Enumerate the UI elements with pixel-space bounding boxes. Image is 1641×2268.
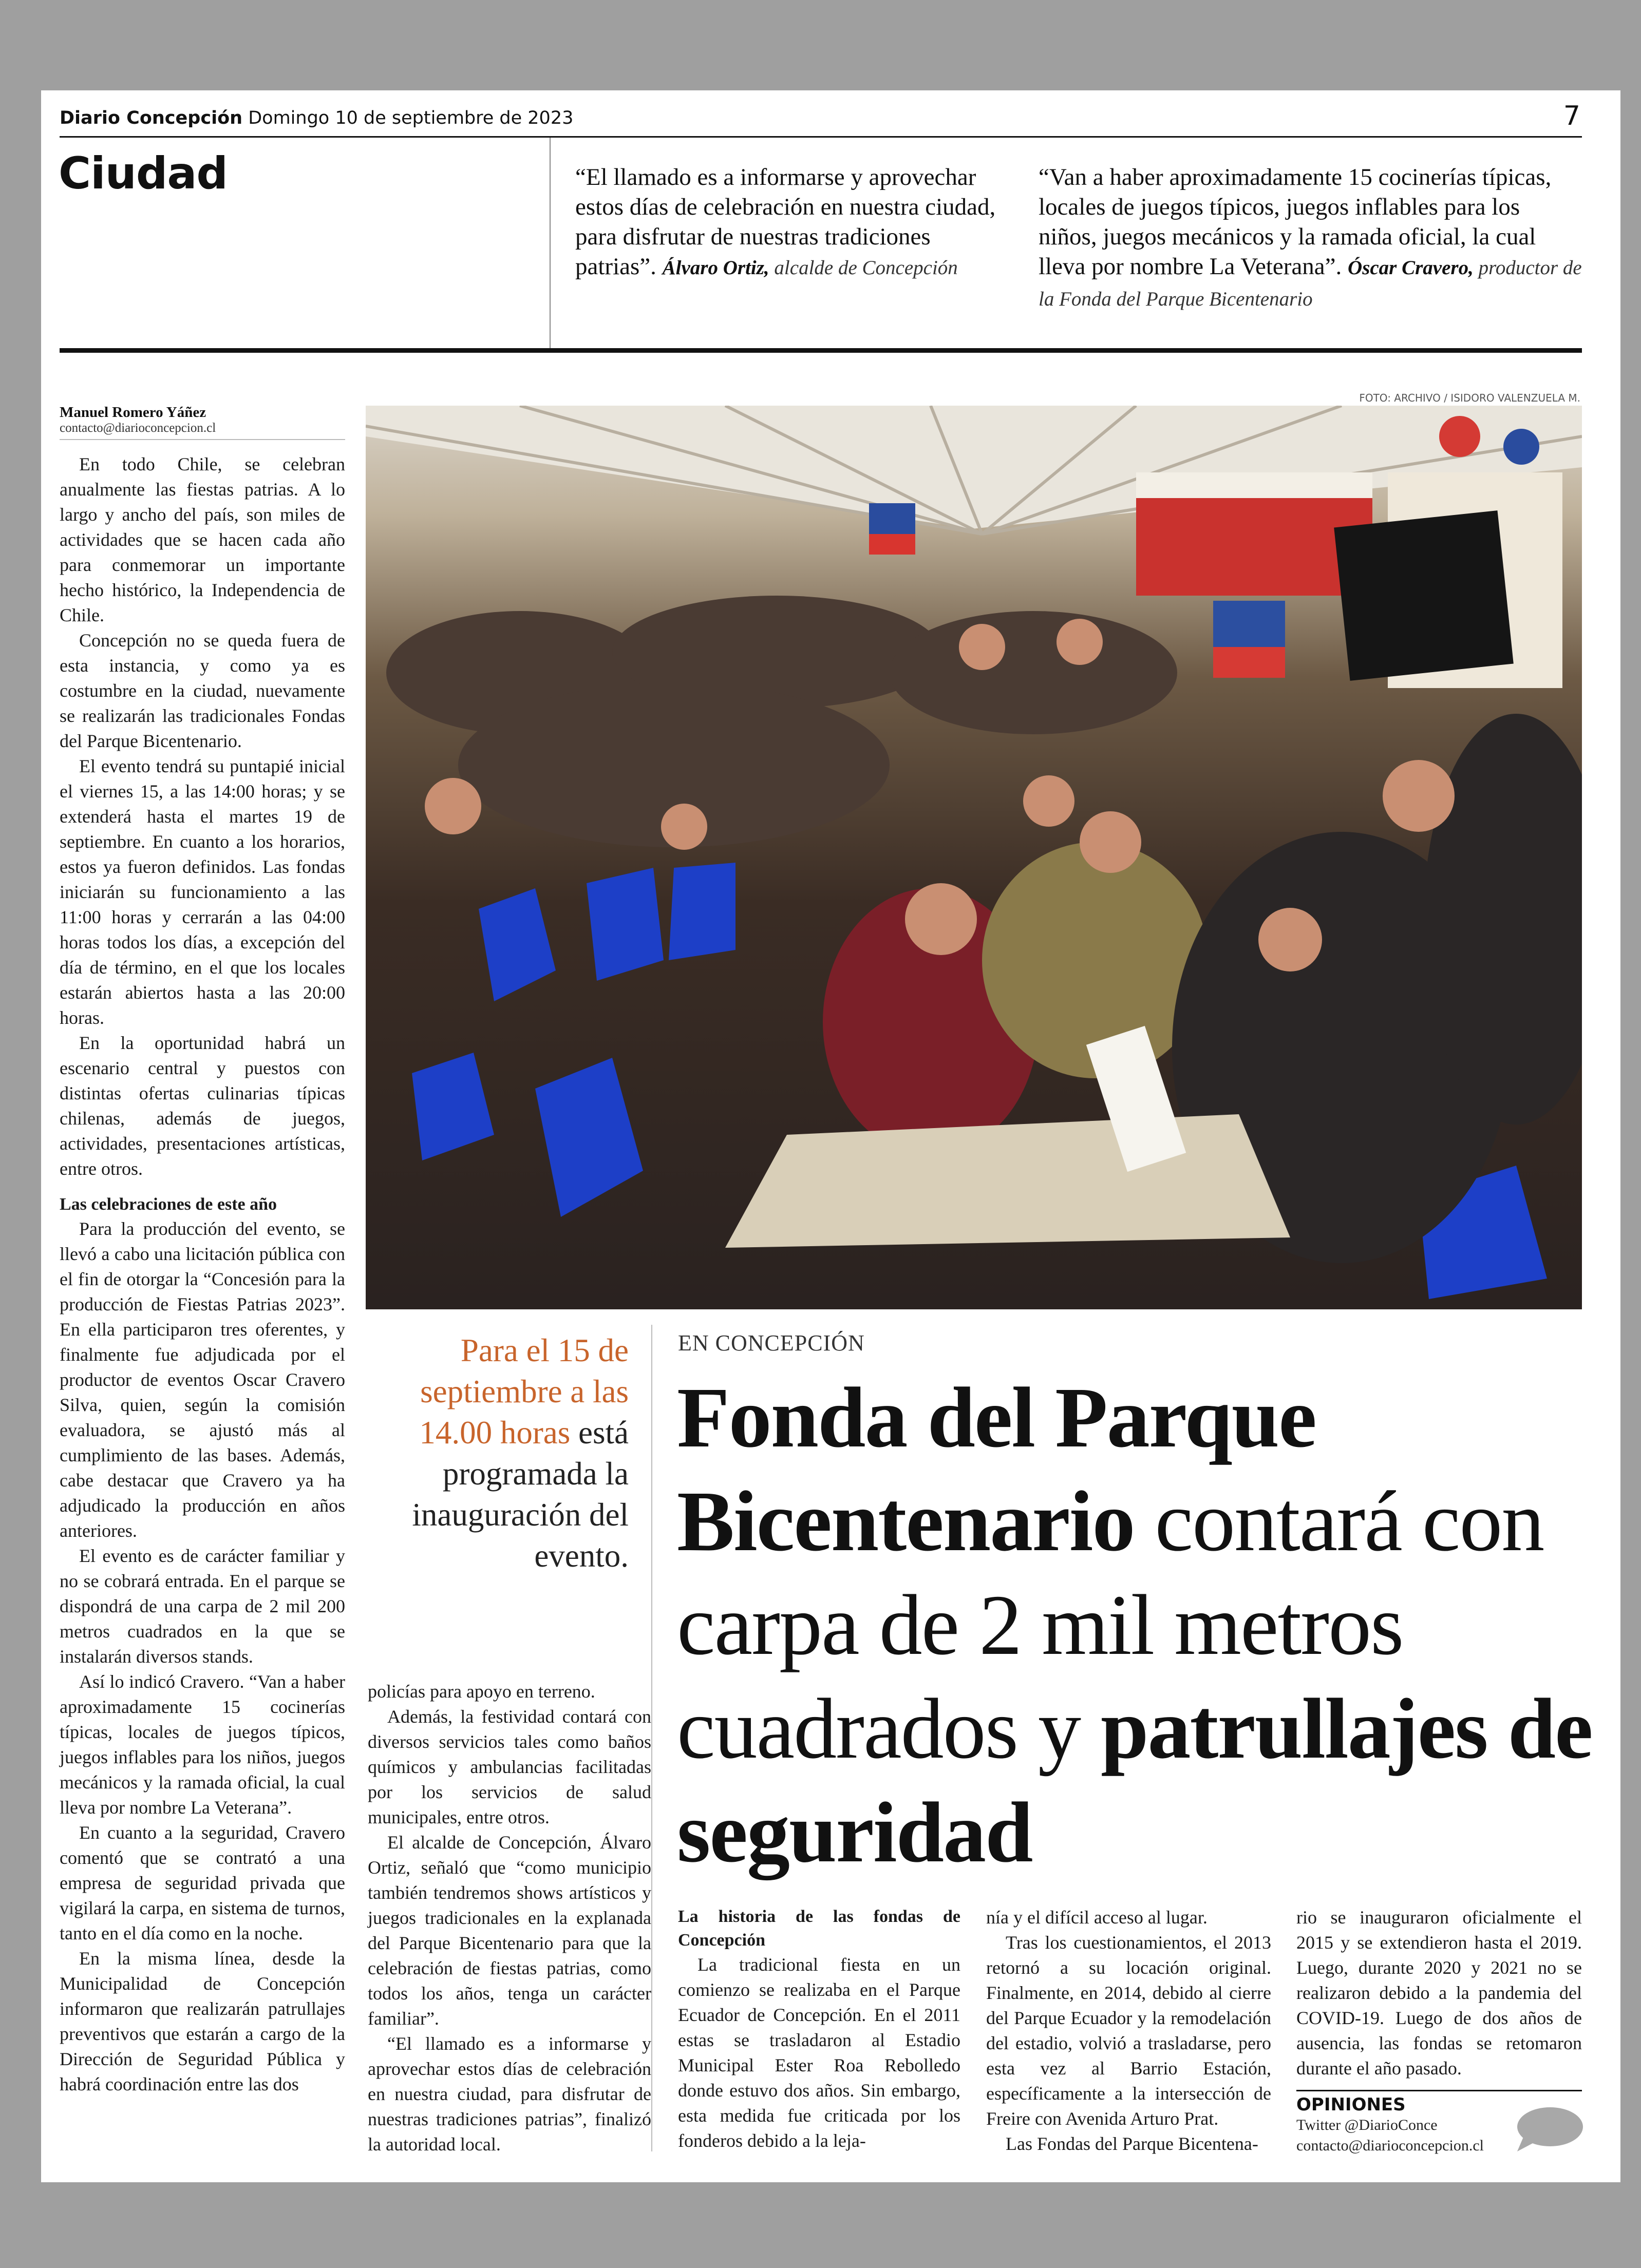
quote-speaker: Álvaro Ortiz, (662, 257, 769, 279)
header-top-rule (60, 136, 1582, 138)
speech-bubble-icon (1512, 2105, 1584, 2152)
paragraph: Concepción no se queda fuera de esta instancia, y como ya es costumbre en la ciudad, nuevamente se realizarán las tradicionales Fondas del Parque Bicentenario. (60, 630, 345, 751)
pull-quote-rest: está programada la inauguración del evento. (412, 1415, 629, 1574)
opinions-title: OPINIONES (1296, 2090, 1582, 2115)
paragraph: Tras los cuestionamientos, el 2013 retornó a su locación original. Finalmente, en 2014, debido al cierre del Parque Ecuador y la remodelación del estadio, volvió a trasladarse, pero esta vez al Barrio Estación, específicamente a la intersección de Freire con Avenida Arturo Prat. (986, 1932, 1271, 2129)
photo-credit: FOTO: ARCHIVO / ISIDORO VALENZUELA M. (1359, 392, 1580, 404)
headline-bold-1: Fonda del Parque Bicentenario (677, 1370, 1316, 1569)
paragraph: La tradicional fiesta en un comienzo se realizaba en el Parque Ecuador de Concepción. En el 2011 estas se trasladaron al Estadio Municipal Ester Roa Rebolledo donde estuvo dos años. Sin embargo, esta medida fue criticada por los fonderos debido a la leja- (678, 1954, 960, 2151)
paragraph: Así lo indicó Cravero. “Van a haber aproximadamente 15 cocinerías típicas, locales de juegos típicos, juegos inflables para los niños, juegos mecánicos y la ramada oficial, la cual lleva por nombre La Veterana”. (60, 1671, 345, 1818)
headline-bold-2: patrullajes de seguridad (677, 1681, 1592, 1880)
article-column-3 (678, 1905, 960, 2153)
paragraph: Además, la festividad contará con diversos servicios tales como baños químicos y ambulancias facilitadas por los servicios de salud municipales, entre otros. (368, 1706, 651, 1827)
article-column-4 (986, 1905, 1271, 2157)
paragraph: Las Fondas del Parque Bicentena- (1006, 2133, 1258, 2154)
article-headline (677, 1366, 1596, 1884)
column-divider (651, 1325, 652, 2151)
byline-rule (60, 439, 345, 440)
quote-text: “Van a haber aproximadamente 15 cocinerías típicas, locales de juegos típicos, juegos inflables para los niños, juegos mecánicos y la ramada oficial, la cual lleva por nombre La Veterana”. (1039, 164, 1552, 280)
quote-speaker: Óscar Cravero, (1348, 257, 1474, 279)
article-kicker: EN CONCEPCIÓN (678, 1330, 865, 1356)
top-quote-producer (1039, 162, 1583, 314)
paper-name: Diario Concepción (60, 108, 243, 128)
paragraph: nía y el difícil acceso al lugar. (986, 1907, 1208, 1928)
paragraph: policías para apoyo en terreno. (368, 1681, 595, 1702)
paragraph: El alcalde de Concepción, Álvaro Ortiz, señaló que “como municipio también tendremos shows artísticos y juegos tradicionales en la explanada del Parque Bicentenario para que la celebración de fiestas patrias, como todos los años, tenga un carácter familiar”. (368, 1832, 651, 2029)
pull-quote-accent: Para el 15 de septiembre a las 14.00 horas (419, 1332, 629, 1451)
header-bottom-rule (60, 348, 1582, 353)
paragraph: En cuanto a la seguridad, Cravero comentó que se contrató a una empresa de seguridad privada que vigilará la carpa, en sistema de turnos, tanto en el día como en la noche. (60, 1822, 345, 1943)
quote-role: productor de la Fonda del Parque Bicentenario (1039, 257, 1582, 310)
author-email: contacto@diarioconcepcion.cl (60, 421, 216, 435)
paragraph: Para la producción del evento, se llevó a cabo una licitación pública con el fin de otorgar la “Concesión para la producción de Fiestas Patrias 2023”. En ella participaron tres oferentes, y finalmente fue adjudicada por el productor de eventos Oscar Cravero Silva, quien, según la comisión evaluadora, se ajustó más al cumplimiento de las bases. Además, cabe destacar que Cravero ya ha adjudicado la producción en años anteriores. (60, 1218, 345, 1541)
photo-illustration (366, 406, 1582, 1309)
article-column-5 (1296, 1905, 1582, 2081)
opinions-email: contacto@diarioconcepcion.cl (1296, 2137, 1484, 2154)
subheading: Las celebraciones de este año (60, 1195, 277, 1214)
opinions-twitter: Twitter @DiarioConce (1296, 2117, 1438, 2133)
quote-role: alcalde de Concepción (774, 257, 958, 279)
quote-text: “El llamado es a informarse y aprovechar estos días de celebración en nuestra ciudad, para disfrutar de nuestras tradiciones patrias”. (575, 164, 996, 280)
fonda-crowd-photo (366, 406, 1582, 1309)
paragraph: En la misma línea, desde la Municipalidad de Concepción informaron que realizarán patrullajes preventivos que estarán a cargo de la Dirección de Seguridad Pública y habrá coordinación entre las dos (60, 1948, 345, 2094)
header-divider (550, 138, 551, 349)
paragraph: El evento tendrá su puntapié inicial el viernes 15, a las 14:00 horas; y se extenderá hasta el martes 19 de septiembre. En cuanto a los horarios, estos ya fueron definidos. Las fondas iniciarán su funcionamiento a las 11:00 horas y cerrarán a las 04:00 horas todos los días, a excepción del día de término, en el que los locales estarán abiertos hasta a las 20:00 horas. (60, 756, 345, 1028)
paragraph: En la oportunidad habrá un escenario central y puestos con distintas ofertas culinarias típicas chilenas, además de juegos, actividades, presentaciones artísticas, entre otros. (60, 1033, 345, 1179)
page-number: 7 (1563, 101, 1580, 131)
article-column-2 (368, 1679, 651, 2157)
masthead (60, 108, 573, 128)
paragraph: El evento es de carácter familiar y no se cobrará entrada. En el parque se dispondrá de una carpa de 2 mil 200 metros cuadrados en la que se instalarán diversos stands. (60, 1546, 345, 1667)
paragraph: “El llamado es a informarse y aprovechar estos días de celebración en nuestra ciudad, para disfrutar de nuestras tradiciones patrias”, finalizó la autoridad local. (368, 2033, 651, 2155)
issue-date: Domingo 10 de septiembre de 2023 (248, 108, 574, 128)
section-title: Ciudad (59, 148, 228, 199)
headline-normal: contará con carpa de 2 mil metros cuadrados y (677, 1474, 1544, 1777)
author-name: Manuel Romero Yáñez (60, 404, 206, 421)
paragraph: rio se inauguraron oficialmente el 2015 y se extendieron hasta el 2019. Luego, durante 2020 y 2021 no se realizaron debido a la pandemia del COVID-19. Luego de dos años de ausencia, las fondas se retomaron durante el año pasado. (1296, 1907, 1582, 2079)
subheading: La historia de las fondas de Concepción (678, 1907, 960, 1950)
top-quote-mayor (575, 162, 1007, 283)
pull-quote (372, 1330, 629, 1576)
article-column-1 (60, 452, 345, 2097)
paragraph: En todo Chile, se celebran anualmente las fiestas patrias. A lo largo y ancho del país, son miles de actividades que se hacen cada año para conmemorar un importante hecho histórico, la Independencia de Chile. (60, 454, 345, 625)
byline (60, 404, 345, 435)
